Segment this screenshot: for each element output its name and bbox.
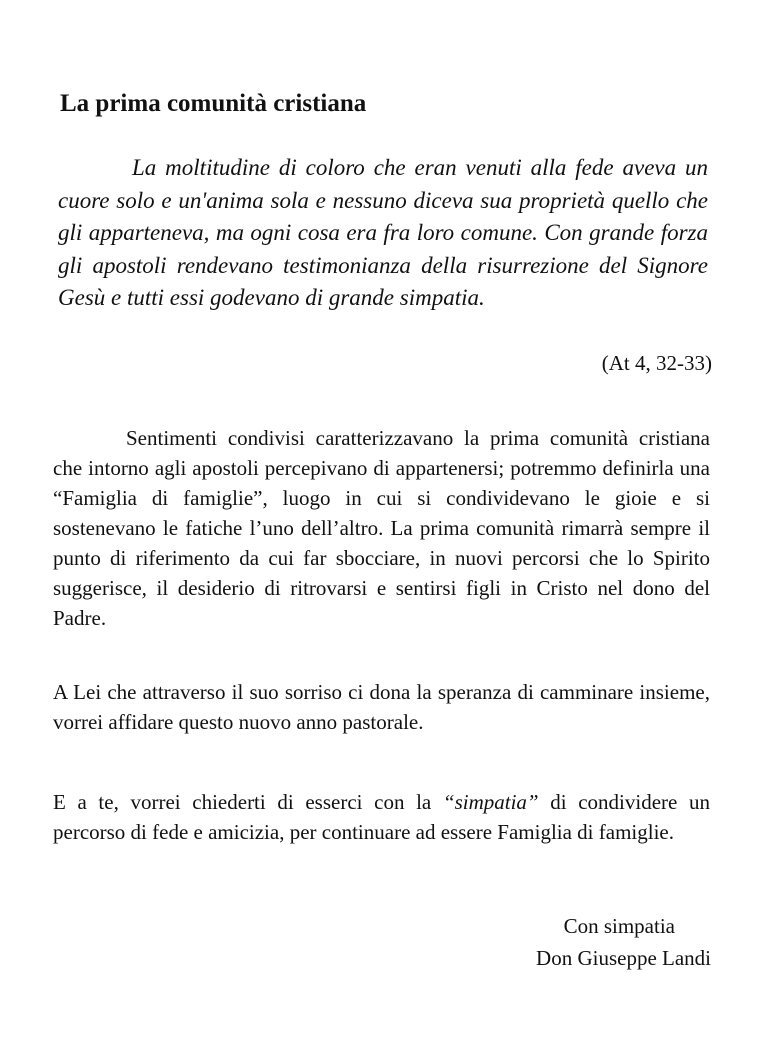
invitation-text-start: E a te, vorrei chiederti di esserci con la	[53, 790, 443, 814]
scripture-reference: (At 4, 32-33)	[601, 351, 712, 375]
invitation-emphasis: “simpatia”	[442, 790, 539, 814]
paragraph-community: Sentimenti condivisi caratterizzavano la prima comunità cristiana che intorno agli apostoli percepivano di appartenersi; potremmo definirla una “Famiglia di famiglie”, luogo in cui si condividevano le gioie e si sostenevano le fatiche l’uno dell’altro. La prima comunità rimarrà sempre il punto di riferimento da cui far sbocciare, in nuovi percorsi che lo Spirito suggerisce, il desiderio di ritrovarsi e sentirsi figli in Cristo nel dono del Padre.	[53, 426, 710, 630]
signature-name: Don Giuseppe Landi	[536, 946, 711, 970]
page-title: La prima comunità cristiana	[60, 90, 367, 117]
scripture-quote: La moltitudine di coloro che eran venuti alla fede aveva un cuore solo e un'anima sola e nessuno diceva sua proprietà quello che gli apparteneva, ma ogni cosa era fra loro comune. Con grande forza gli apostoli rendevano testimonianza della risurrezione del Signore Gesù e tutti essi godevano di grande simpatia.	[58, 155, 708, 310]
signature-closing: Con simpatia	[563, 914, 675, 938]
invitation-text-end: di condividere un percorso di fede e amicizia, per continuare ad essere Famiglia di famiglie.	[53, 790, 710, 844]
signature-block	[411, 910, 711, 974]
paragraph-entrustment: A Lei che attraverso il suo sorriso ci dona la speranza di camminare insieme, vorrei affidare questo nuovo anno pastorale.	[53, 680, 710, 734]
paragraph-invitation	[53, 787, 710, 847]
